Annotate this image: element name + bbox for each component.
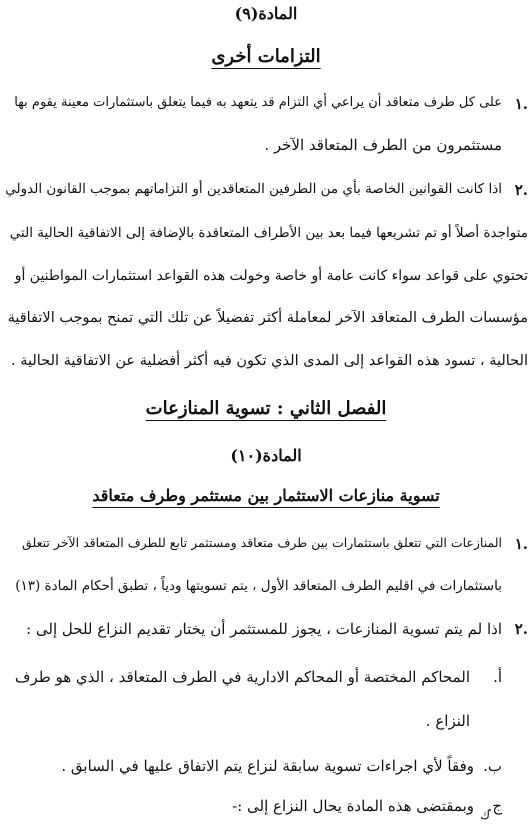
footer-mark: ك [480, 808, 490, 822]
item-c-letter: ج. [487, 797, 502, 815]
article-10-subtitle-text: تسوية منازعات الاستثمار بين مستثمر وطرف متعاقد [92, 486, 440, 505]
clause-10-1-line-2: باستثمارات في اقليم الطرف المتعاقد الأول ، يتم تسويتها ودياً ، تطبق أحكام المادة (١٣) [15, 578, 502, 594]
clause-1-line-2: مستثمرون من الطرف المتعاقد الآخر . [264, 136, 502, 154]
clause-2-line-3: تحتوي على قواعد سواء كانت عامة أو خاصة وخولت هذه القواعد استثمارات المواطنين أو [14, 268, 528, 284]
clause-2-line-4: مؤسسات الطرف المتعاقد الآخر لمعاملة أكثر تفضيلاً عن تلك التي تمنح بموجب الاتفاقية [7, 310, 528, 326]
clause-1-line-1: على كل طرف متعاقد أن يراعي أي التزام قد يتعهد به فيما يتعلق باستثمارات معينة يقوم بها [14, 95, 502, 110]
clause-2-line-1: اذا كانت القوانين الخاصة بأي من الطرفين المتعاقدين أو التزاماتهم بموجب القانون الدولي [5, 181, 502, 197]
clause-2-line-5: الحالية ، تسود هذه القواعد إلى المدى الذي تكون فيه أكثر أفضلية عن الاتفاقية الحالية . [11, 353, 528, 369]
clause-10-1-number: ١. [514, 535, 528, 553]
article-9-title: المادة(٩) [234, 4, 298, 23]
item-c-line-1: وبمقتضى هذه المادة يحال النزاع إلى :- [232, 797, 474, 815]
clause-10-2-number: ٢. [514, 620, 528, 638]
clause-2-number: ٢. [514, 181, 528, 199]
clause-2-line-2: متواجدة أصلاً أو تم تشريعها فيما بعد بين الأطراف المتعاقدة بالإضافة إلى الاتفاقية الحالية التي [9, 225, 528, 241]
article-10-title: المادة(١٠) [230, 446, 302, 465]
item-a-letter: أ. [493, 668, 502, 686]
clause-10-2-line-1: اذا لم يتم تسوية المنازعات ، يجوز للمستثمر أن يختار تقديم النزاع للحل إلى : [26, 620, 502, 638]
chapter-2-title-text: الفصل الثاني : تسوية المنازعات [145, 398, 387, 419]
chapter-2-title [0, 398, 532, 419]
article-9-subtitle [0, 46, 532, 67]
item-b-line-1: وفقاً لأي اجراءات تسوية سابقة لنزاع يتم الاتفاق عليها في السابق . [61, 757, 474, 775]
item-a-line-1: المحاكم المختصة أو المحاكم الادارية في الطرف المتعاقد ، الذي هو طرف [14, 668, 470, 686]
article-10-subtitle [0, 486, 532, 505]
item-b-letter: ب. [483, 757, 502, 775]
clause-10-1-line-1: المنازعات التي تتعلق باستثمارات بين طرف متعاقد ومستثمر تابع للطرف المتعاقد الآخر تتعلق [22, 535, 502, 550]
item-a-line-2: النزاع . [425, 712, 470, 730]
clause-1-number: ١. [514, 95, 528, 113]
article-9-subtitle-text: التزامات أخرى [211, 46, 321, 67]
